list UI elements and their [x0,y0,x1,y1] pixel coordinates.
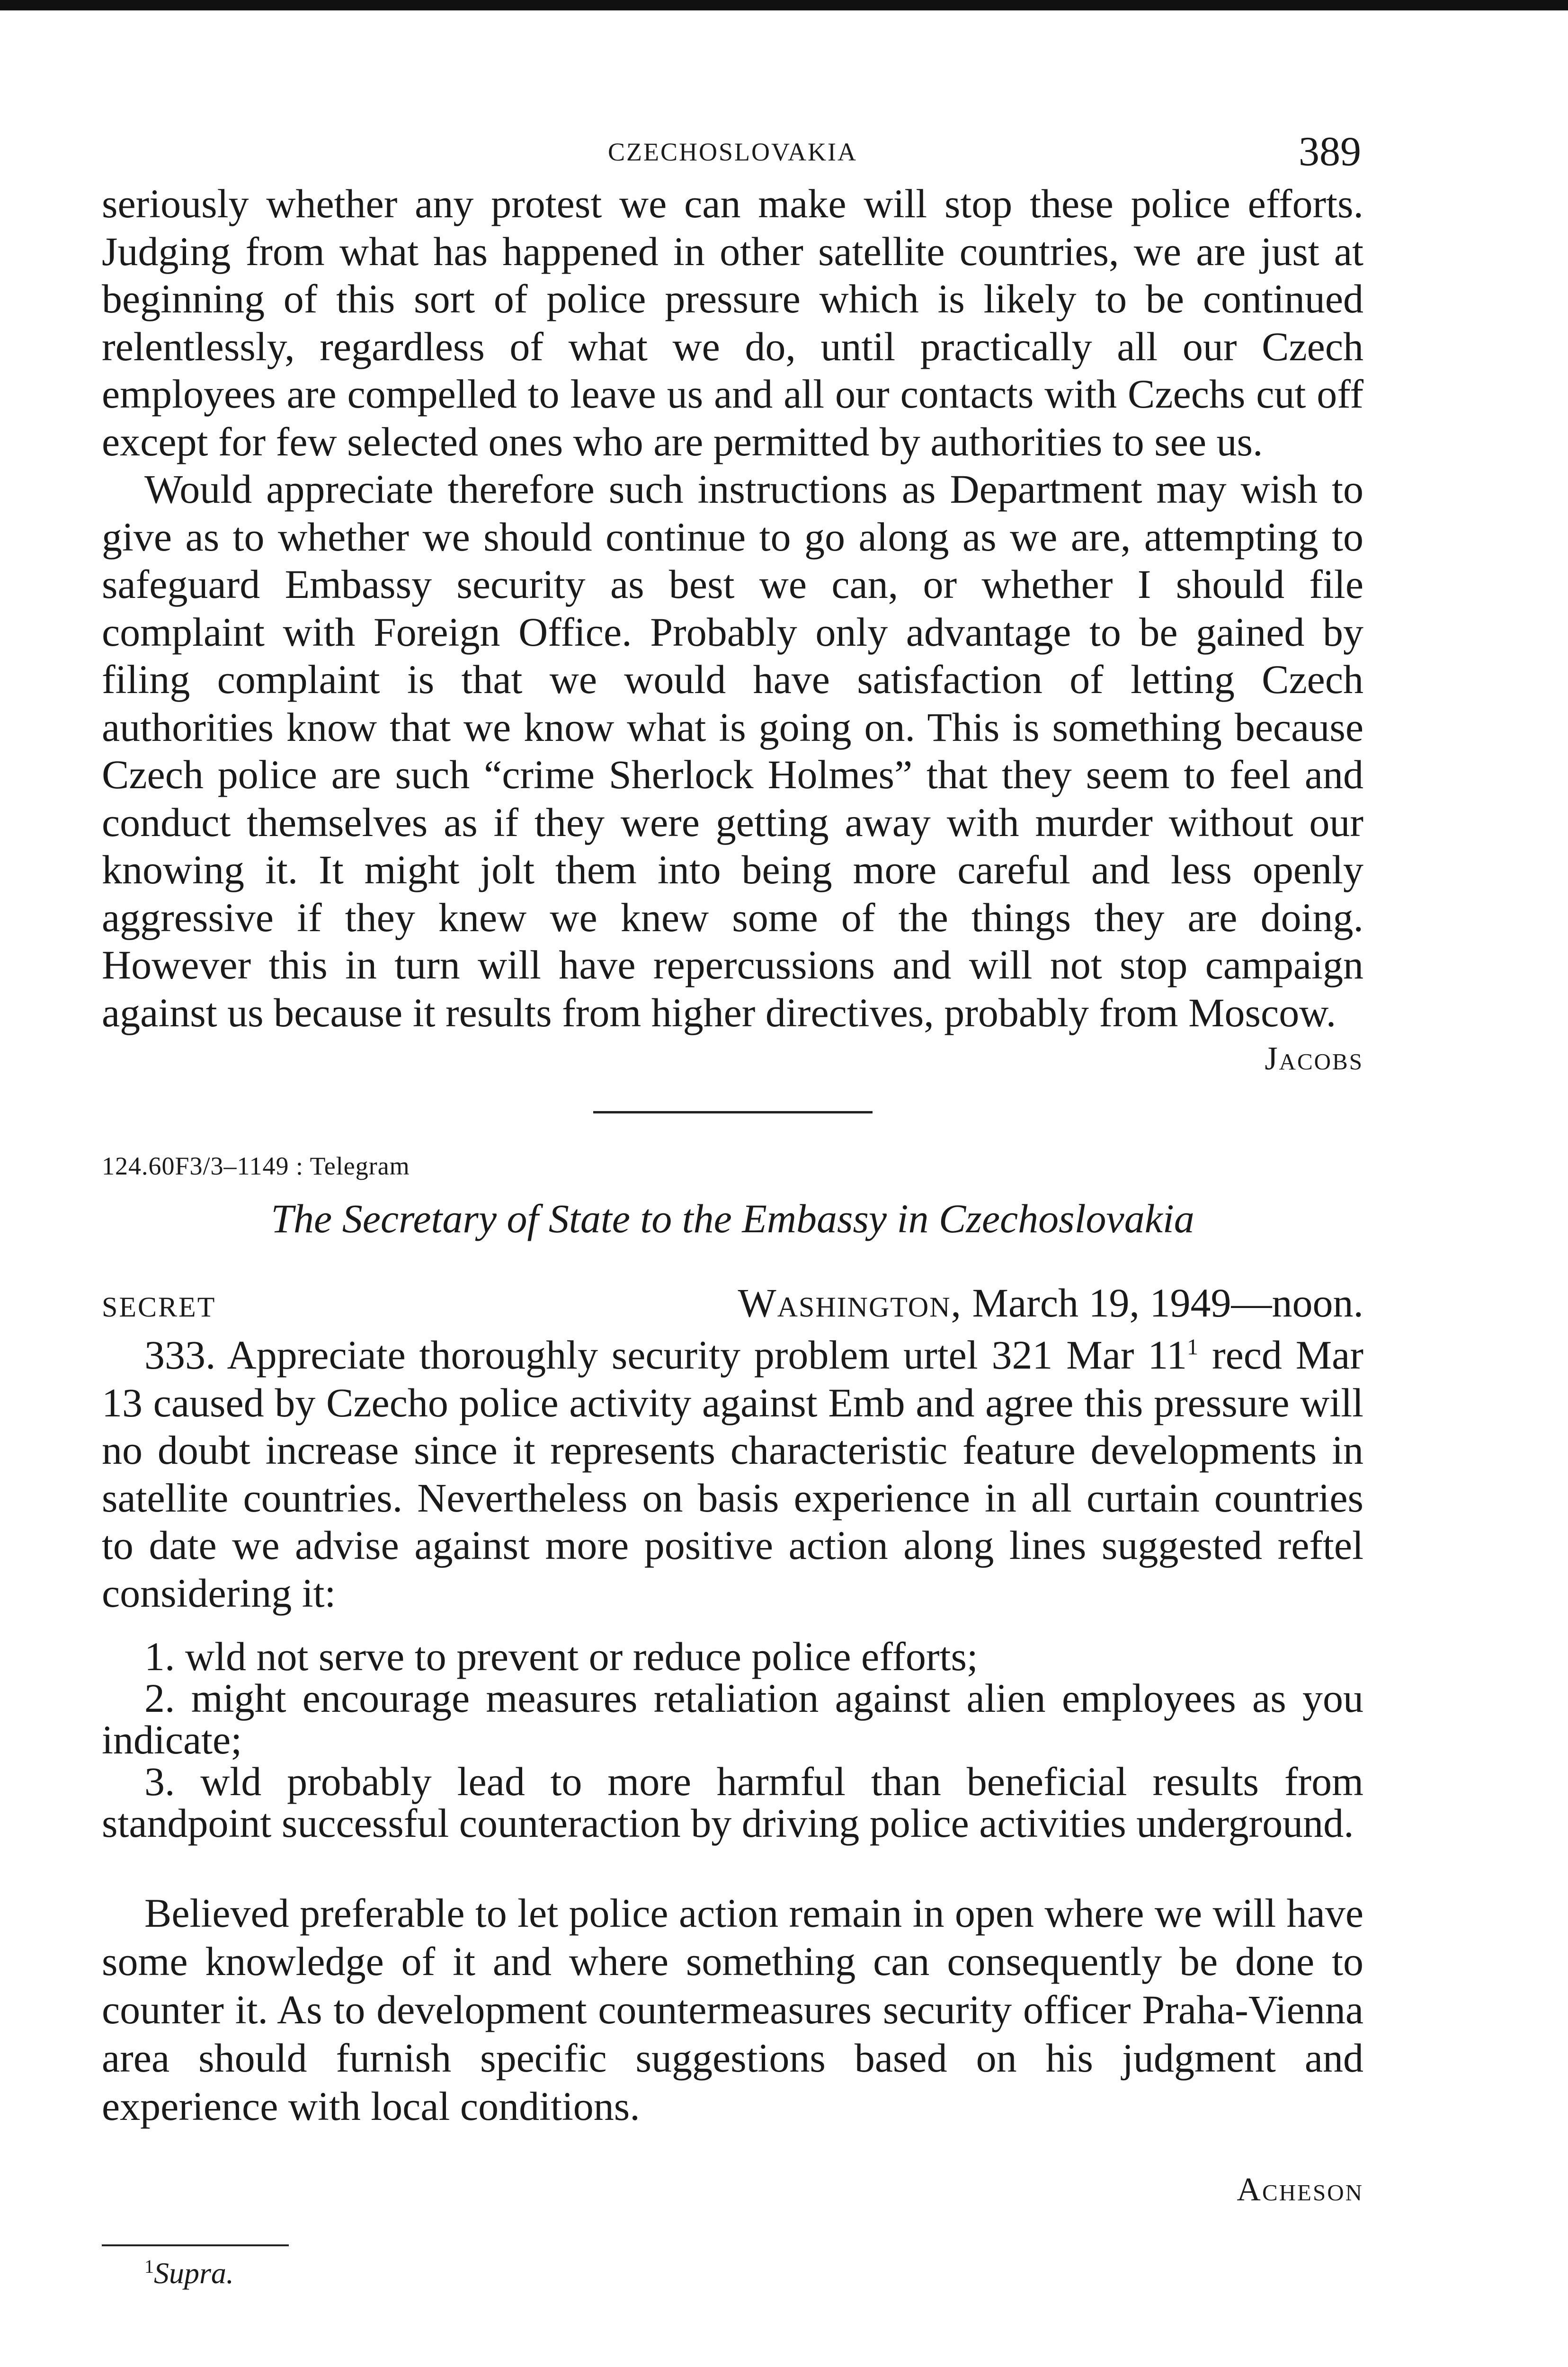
message-paragraph [102,1331,1363,1617]
list-item: 2. might encourage measures retaliation against alien employees as you indicate; [102,1675,1363,1762]
message-text-after-note: recd Mar 13 caused by Czecho police activity against Emb and agree this pressure will no doubt increase since it represents characteristic feature developments in satellite countries. Nevertheless on basis experience in all curtain countries to date we advise against more positive action along lines suggested reftel considering it: [102,1332,1363,1616]
file-reference: 124.60F3/3–1149 : Telegram [102,1152,410,1180]
doc1-signature: Jacobs [1265,1041,1363,1077]
dateline-row [102,1279,1363,1326]
running-head [102,128,1363,180]
document-divider [593,1111,873,1113]
document-title: The Secretary of State to the Embassy in Czechoslovakia [271,1196,1194,1241]
top-edge-bar [0,0,1568,10]
page [102,128,1363,2291]
doc1-paragraph-1: seriously whether any protest we can make will stop these police efforts. Judging from what has happened in other satellite countries, we are just at beginning of this sort of police pressure which is likely to be continued relentlessly, regardless of what we do, until practically all our Czech employees are compelled to leave us and all our contacts with Czechs cut off except for few selected ones who are permitted by authorities to see us. [102,181,1363,464]
dateline-place: Washington, [738,1280,962,1326]
running-head-title: CZECHOSLOVAKIA [607,138,858,166]
page-number: 389 [1299,129,1361,175]
classification-label: SECRET [102,1291,216,1323]
footnote [102,2256,1363,2291]
doc2-signature: Acheson [1237,2171,1363,2208]
dateline-date: March 19, 1949—noon. [972,1280,1363,1326]
message-text-before-note: 333. Appreciate thoroughly security problem urtel 321 Mar 11 [144,1332,1187,1378]
dateline [738,1279,1363,1326]
list-item: 1. wld not serve to prevent or reduce police efforts; [144,1634,978,1679]
footnote-text: Supra. [154,2256,234,2290]
doc1-body [102,180,1363,1036]
footnote-reference: 1 [1187,1335,1199,1360]
considerations-list [102,1636,1363,1844]
footnote-marker: 1 [144,2256,154,2277]
closing-paragraph: Believed preferable to let police action remain in open where we will have some knowledge of it and where something can consequently be done to counter it. As to development countermeasures security officer Praha-Vienna area should furnish specific suggestions based on his judgment and experience with local conditions. [102,1890,1363,2129]
footnote-rule [102,2244,289,2246]
doc1-paragraph-2: Would appreciate therefore such instructions as Department may wish to give as to whether we should continue to go along as we are, attempting to safeguard Embassy security as best we can, or whether I should file complaint with Foreign Office. Probably only advantage to be gained by filing complaint is that we would have satisfaction of letting Czech authorities know that we know what is going on. This is something because Czech police are such “crime Sherlock Holmes” that they seem to feel and conduct themselves as if they were getting away with murder without our knowing it. It might jolt them into being more careful and less openly aggressive if they knew we knew some of the things they are doing. However this in turn will have repercussions and will not stop campaign against us because it results from higher directives, probably from Moscow. [102,466,1363,1035]
list-item: 3. wld probably lead to more harmful than beneficial results from standpoint successful counteraction by driving police activities underground. [102,1759,1363,1846]
